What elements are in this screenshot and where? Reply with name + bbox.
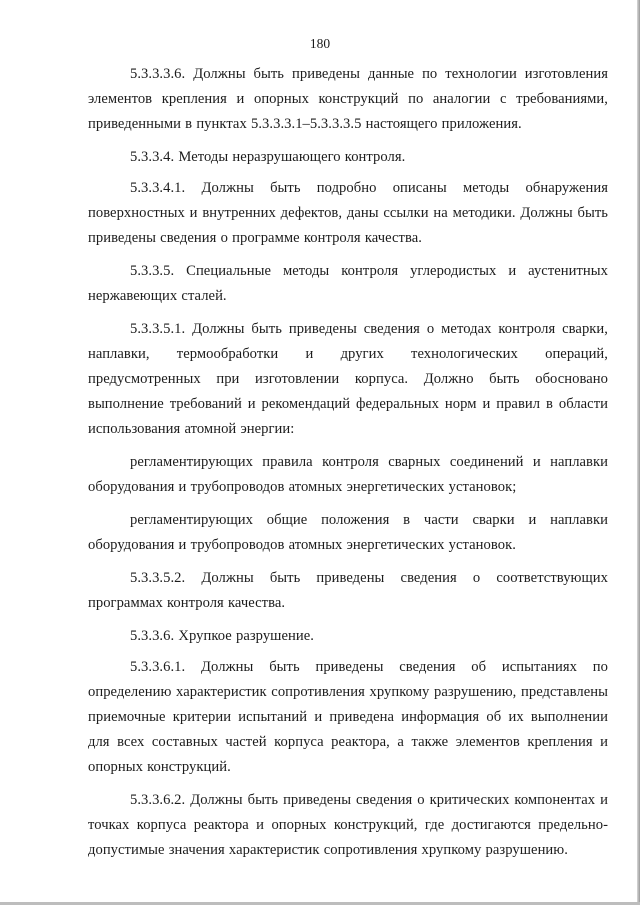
paragraph-5-3-3-4-heading: 5.3.3.4. Методы неразрушающего контроля. <box>130 149 406 165</box>
paragraph-5-3-3-5-heading: 5.3.3.5. Специальные методы контроля углеродистых и аустенитных нержавеющих сталей. <box>88 263 608 304</box>
paragraph-5-3-3-6-heading: 5.3.3.6. Хрупкое разрушение. <box>130 628 314 644</box>
paragraph-5-3-3-4-1: 5.3.3.4.1. Должны быть подробно описаны методы обнаружения поверхностных и внутренних дефектов, даны ссылки на методики. Должны быть приведены сведения о программе контроля качества. <box>88 180 608 246</box>
page-number: 180 <box>309 36 331 51</box>
list-item-welding-control: регламентирующих правила контроля сварных соединений и наплавки оборудования и трубопроводов атомных энергетических установок; <box>88 454 608 495</box>
paragraph-5-3-3-6-2: 5.3.3.6.2. Должны быть приведены сведения о критических компонентах и точках корпуса реактора и опорных конструкций, где достигаются предельно-допустимые значения характеристик сопротивления хрупкому разрушению. <box>88 792 608 858</box>
paragraph-5-3-3-6-1: 5.3.3.6.1. Должны быть приведены сведения об испытаниях по определению характеристик сопротивления хрупкому разрушению, представлены приемочные критерии испытаний и приведена информация об их выполнении для всех составных частей корпуса реактора, а также элементов крепления и опорных конструкций. <box>88 659 608 775</box>
list-item-welding-general: регламентирующих общие положения в части сварки и наплавки оборудования и трубопроводов атомных энергетических установок. <box>88 512 608 553</box>
document-body <box>88 62 608 871</box>
paragraph-5-3-3-5-1: 5.3.3.5.1. Должны быть приведены сведения о методах контроля сварки, наплавки, термообработки и других технологических операций, предусмотренных при изготовлении корпуса. Должно быть обосновано выполнение требований и рекомендаций федеральных норм и правил в области использования атомной энергии: <box>88 321 608 437</box>
paragraph-5-3-3-5-2: 5.3.3.5.2. Должны быть приведены сведения о соответствующих программах контроля качества. <box>88 570 608 611</box>
paragraph-5-3-3-3-6: 5.3.3.3.6. Должны быть приведены данные по технологии изготовления элементов крепления и опорных конструкций по аналогии с требованиями, приведенными в пунктах 5.3.3.3.1–5.3.3.3.5 настоящего приложения. <box>88 66 608 132</box>
